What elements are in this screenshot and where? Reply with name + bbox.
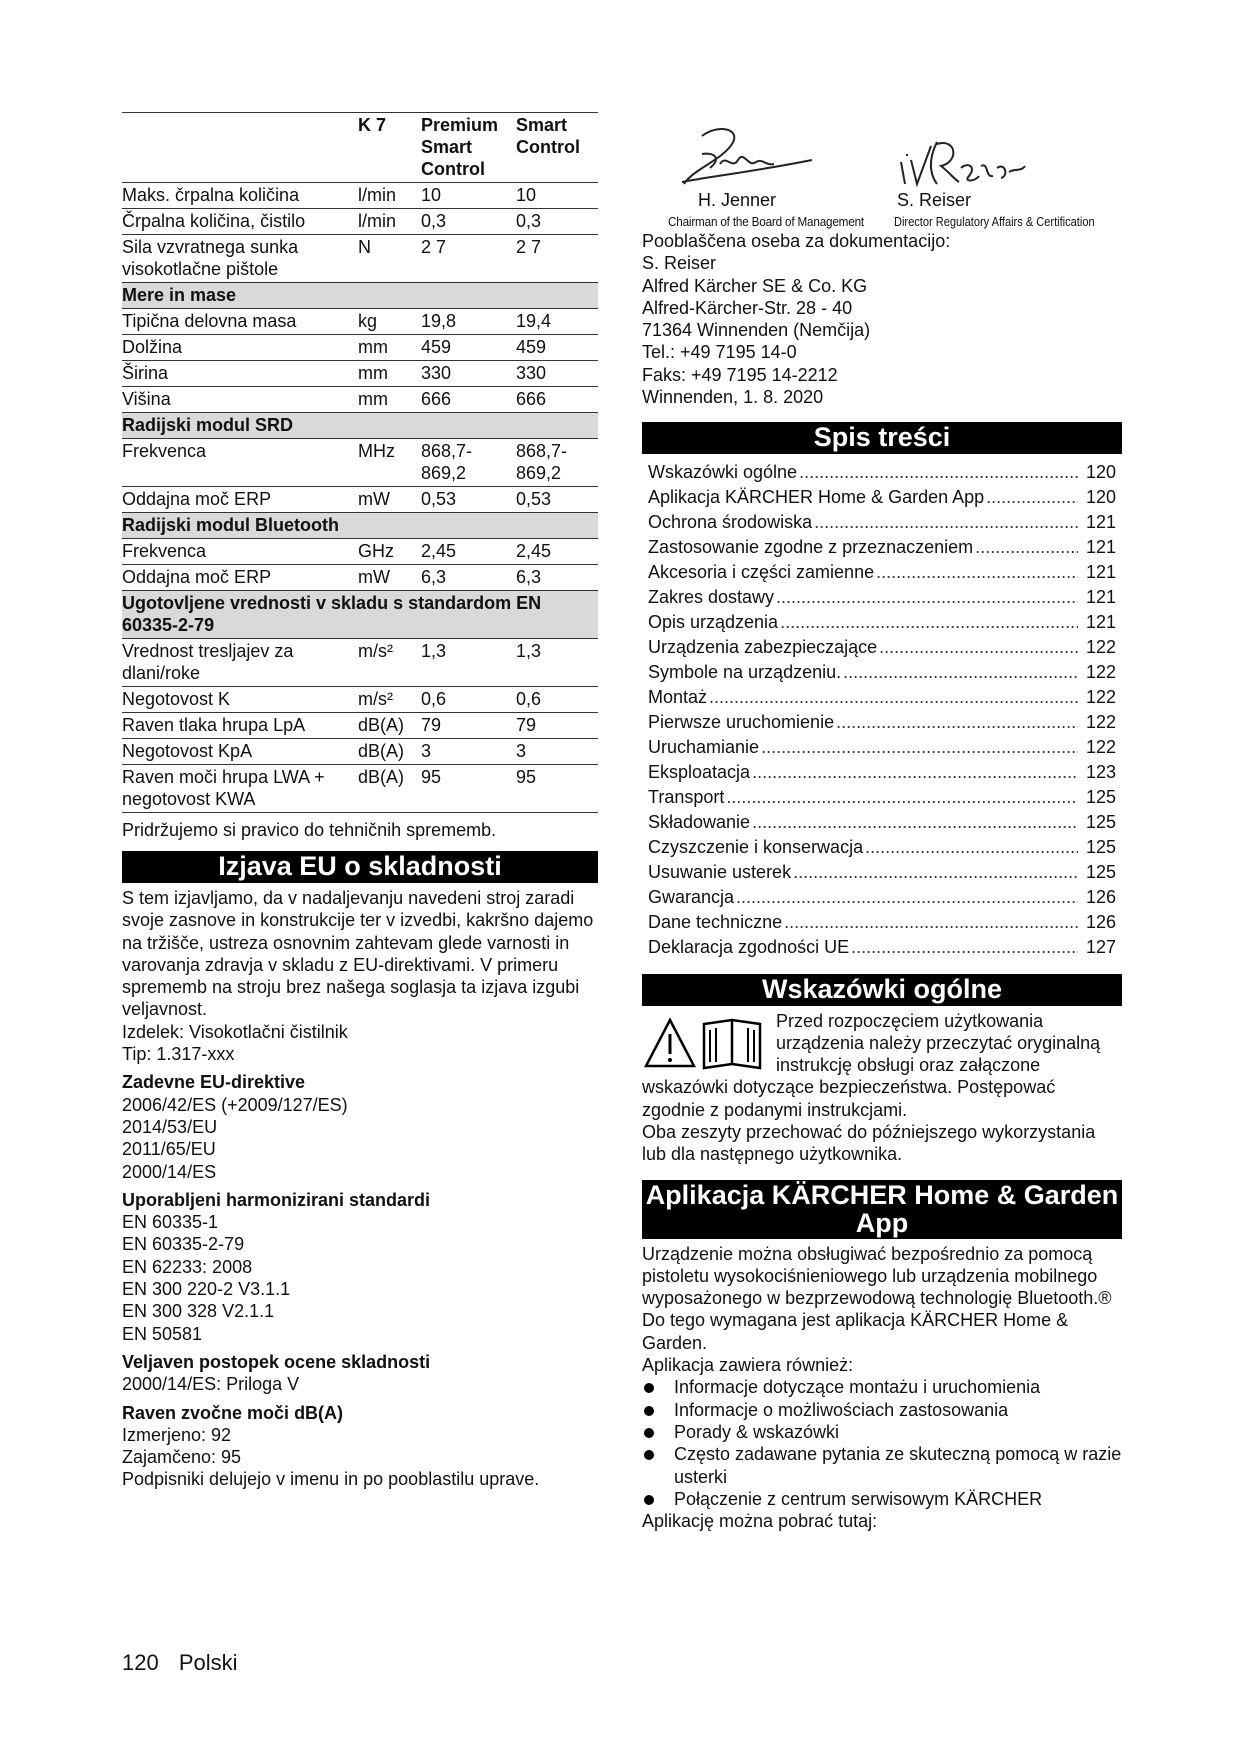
table-cell: 0,6 <box>421 687 516 713</box>
standards-list <box>122 1211 598 1345</box>
toc-leader-dots <box>836 710 1078 735</box>
list-line: Faks: +49 7195 14-2212 <box>642 364 838 385</box>
table-cell: 868,7-869,2 <box>516 439 598 487</box>
table-row <box>122 183 598 209</box>
table-cell: 0,3 <box>421 209 516 235</box>
table-cell: mm <box>358 361 421 387</box>
toc-entry-page: 126 <box>1085 887 1116 908</box>
toc-leader-dots <box>752 760 1078 785</box>
table-cell: 330 <box>421 361 516 387</box>
table-section-row <box>122 591 598 639</box>
table-section-row <box>122 413 598 439</box>
toc-entry[interactable] <box>648 610 1116 635</box>
list-line: EN 60335-2-79 <box>122 1234 245 1255</box>
general-heading: Wskazówki ogólne <box>642 974 1122 1006</box>
signer1-title: Chairman of the Board of Management <box>668 214 864 229</box>
table-row <box>122 713 598 739</box>
toc-leader-dots <box>784 910 1078 935</box>
table-cell: Vrednost tresljajev za dlani/roke <box>122 639 358 687</box>
toc-entry-page: 121 <box>1085 537 1116 558</box>
toc-entry[interactable] <box>648 810 1116 835</box>
table-section-label: Ugotovljene vrednosti v skladu s standardom EN 60335-2-79 <box>122 591 598 639</box>
table-row <box>122 235 598 283</box>
app-feature-list <box>642 1376 1122 1510</box>
table-cell: 1,3 <box>421 639 516 687</box>
table-row <box>122 487 598 513</box>
toc-entry-label: Zastosowanie zgodne z przeznaczeniem <box>648 537 974 558</box>
table-header-cell <box>122 113 358 183</box>
toc-heading: Spis treści <box>642 422 1122 454</box>
toc-leader-dots <box>761 735 1078 760</box>
app-feature-item: Porady & wskazówki <box>642 1421 1122 1443</box>
table-cell: 6,3 <box>421 565 516 591</box>
sound-guaranteed: Zajamčeno: 95 <box>122 1447 242 1468</box>
table-cell: 10 <box>421 183 516 209</box>
toc-entry-label: Ochrona środowiska <box>648 512 813 533</box>
toc-entry-label: Gwarancja <box>648 887 735 908</box>
toc-entry[interactable] <box>648 885 1116 910</box>
table-section-label: Mere in mase <box>122 283 598 309</box>
toc-leader-dots <box>799 460 1078 485</box>
table-of-contents <box>648 460 1116 960</box>
list-line: 2006/42/ES (+2009/127/ES) <box>122 1094 348 1115</box>
signature-jenner <box>662 124 822 194</box>
eu-declaration-heading: Izjava EU o skladnosti <box>122 851 598 883</box>
list-line: EN 62233: 2008 <box>122 1256 253 1277</box>
table-header-cell: K 7 <box>358 113 421 183</box>
table-section-row <box>122 283 598 309</box>
table-cell: 3 <box>421 739 516 765</box>
list-line: EN 300 328 V2.1.1 <box>122 1301 275 1322</box>
table-cell: mW <box>358 565 421 591</box>
table-cell: 459 <box>516 335 598 361</box>
toc-entry-page: 120 <box>1085 462 1116 483</box>
sound-power-heading: Raven zvočne moči dB(A) <box>122 1402 344 1423</box>
table-cell: 2 7 <box>516 235 598 283</box>
list-line: 2011/65/EU <box>122 1139 216 1160</box>
table-row <box>122 439 598 487</box>
table-row <box>122 687 598 713</box>
table-cell: mm <box>358 387 421 413</box>
toc-entry[interactable] <box>648 935 1116 960</box>
table-cell: 19,4 <box>516 309 598 335</box>
table-row <box>122 765 598 813</box>
list-line: 71364 Winnenden (Nemčija) <box>642 320 871 341</box>
table-cell: 1,3 <box>516 639 598 687</box>
technical-data-table <box>122 112 598 813</box>
toc-entry-page: 125 <box>1085 787 1116 808</box>
toc-entry-page: 122 <box>1085 687 1116 708</box>
toc-entry-label: Uruchamianie <box>648 737 760 758</box>
list-line: 2014/53/EU <box>122 1116 218 1137</box>
toc-leader-dots <box>726 785 1078 810</box>
toc-leader-dots <box>986 485 1078 510</box>
app-heading: Aplikacja KÄRCHER Home & Garden App <box>642 1180 1122 1239</box>
eu-product: Izdelek: Visokotlačni čistilnik <box>122 1021 348 1042</box>
app-feature-item: Informacje o możliwościach zastosowania <box>642 1399 1122 1421</box>
toc-leader-dots <box>975 535 1078 560</box>
toc-entry-page: 122 <box>1085 662 1116 683</box>
table-cell: 3 <box>516 739 598 765</box>
toc-entry[interactable] <box>648 535 1116 560</box>
app-text: Urządzenie można obsługiwać bezpośrednio za pomocą pistoletu wysokociśnieniowego lub urządzenia mobilnego wyposażonego w bezprzewodową technologię Bluetooth.® Do tego wymagana jest aplikacja KÄRCHER Home & Garden. <box>642 1243 1112 1353</box>
app-feature-item: Często zadawane pytania ze skuteczną pomocą w razie usterki <box>642 1443 1122 1488</box>
toc-entry-page: 127 <box>1085 937 1116 958</box>
list-line: EN 60335-1 <box>122 1212 219 1233</box>
toc-entry-page: 123 <box>1085 762 1116 783</box>
toc-entry-label: Symbole na urządzeniu. <box>648 662 842 683</box>
left-column <box>122 112 598 1491</box>
page-number: 120 <box>122 1650 159 1675</box>
toc-leader-dots <box>814 510 1078 535</box>
toc-leader-dots <box>776 585 1078 610</box>
table-row <box>122 565 598 591</box>
toc-entry-label: Wskazówki ogólne <box>648 462 798 483</box>
toc-entry-page: 120 <box>1085 487 1116 508</box>
table-section-label: Radijski modul Bluetooth <box>122 513 598 539</box>
toc-entry-label: Usuwanie usterek <box>648 862 792 883</box>
table-cell: dB(A) <box>358 739 421 765</box>
list-line: Winnenden, 1. 8. 2020 <box>642 387 824 408</box>
toc-entry-label: Deklaracja zgodności UE <box>648 937 850 958</box>
table-cell: 95 <box>516 765 598 813</box>
toc-entry-page: 121 <box>1085 612 1116 633</box>
warning-read-manual-icon <box>644 1016 768 1072</box>
toc-entry[interactable] <box>648 660 1116 685</box>
table-cell: Črpalna količina, čistilo <box>122 209 358 235</box>
table-cell: 2 7 <box>421 235 516 283</box>
list-line: 2000/14/ES <box>122 1161 217 1182</box>
table-row <box>122 539 598 565</box>
directives-heading: Zadevne EU-direktive <box>122 1072 306 1093</box>
table-header-row <box>122 113 598 183</box>
list-line: Alfred Kärcher SE & Co. KG <box>642 275 868 296</box>
toc-leader-dots <box>865 835 1078 860</box>
table-cell: 10 <box>516 183 598 209</box>
table-row <box>122 335 598 361</box>
toc-entry-label: Składowanie <box>648 812 751 833</box>
toc-entry[interactable] <box>648 760 1116 785</box>
app-feature-item: Informacje dotyczące montażu i uruchomienia <box>642 1376 1122 1398</box>
toc-entry-label: Dane techniczne <box>648 912 783 933</box>
signers-note: Podpisniki delujejo v imenu in po pooblastilu uprave. <box>122 1469 540 1490</box>
table-row <box>122 387 598 413</box>
toc-leader-dots <box>736 885 1078 910</box>
table-cell: 0,6 <box>516 687 598 713</box>
table-row <box>122 209 598 235</box>
table-cell: GHz <box>358 539 421 565</box>
table-cell: 0,3 <box>516 209 598 235</box>
list-line: EN 300 220-2 V3.1.1 <box>122 1279 291 1300</box>
toc-entry-page: 125 <box>1085 862 1116 883</box>
app-feature-item: Połączenie z centrum serwisowym KÄRCHER <box>642 1488 1122 1510</box>
toc-entry-page: 122 <box>1085 737 1116 758</box>
documentation-contact <box>642 230 1122 408</box>
table-cell: 19,8 <box>421 309 516 335</box>
table-cell: mW <box>358 487 421 513</box>
table-cell: Dolžina <box>122 335 358 361</box>
table-cell: Oddajna moč ERP <box>122 487 358 513</box>
table-cell: MHz <box>358 439 421 487</box>
toc-entry-label: Opis urządzenia <box>648 612 779 633</box>
toc-entry[interactable] <box>648 585 1116 610</box>
list-line: Alfred-Kärcher-Str. 28 - 40 <box>642 297 853 318</box>
toc-entry-label: Aplikacja KÄRCHER Home & Garden App <box>648 487 985 508</box>
app-download: Aplikację można pobrać tutaj: <box>642 1511 878 1532</box>
table-cell: Raven tlaka hrupa LpA <box>122 713 358 739</box>
table-cell: mm <box>358 335 421 361</box>
table-cell: Višina <box>122 387 358 413</box>
technical-note: Pridržujemo si pravico do tehničnih sprememb. <box>122 820 497 840</box>
sound-measured: Izmerjeno: 92 <box>122 1424 232 1445</box>
toc-entry[interactable] <box>648 685 1116 710</box>
table-cell: 2,45 <box>421 539 516 565</box>
toc-entry-page: 121 <box>1085 562 1116 583</box>
toc-leader-dots <box>752 810 1078 835</box>
toc-leader-dots <box>879 635 1078 660</box>
toc-entry[interactable] <box>648 560 1116 585</box>
list-line: S. Reiser <box>642 253 717 274</box>
footer-language: Polski <box>178 1650 238 1675</box>
toc-entry-label: Zakres dostawy <box>648 587 775 608</box>
toc-entry[interactable] <box>648 860 1116 885</box>
signer1-name: H. Jenner <box>698 190 777 210</box>
toc-leader-dots <box>709 685 1078 710</box>
right-column <box>642 112 1122 1532</box>
procedure-text: 2000/14/ES: Priloga V <box>122 1374 300 1395</box>
general-text-2: wskazówki dotyczące bezpieczeństwa. Postępować zgodnie z podanymi instrukcjami. <box>642 1077 1056 1120</box>
toc-entry[interactable] <box>648 485 1116 510</box>
toc-entry-page: 125 <box>1085 812 1116 833</box>
table-cell: dB(A) <box>358 713 421 739</box>
toc-leader-dots <box>780 610 1078 635</box>
table-cell: 666 <box>516 387 598 413</box>
table-cell: 2,45 <box>516 539 598 565</box>
table-section-label: Radijski modul SRD <box>122 413 598 439</box>
table-cell: Sila vzvratnega sunka visokotlačne pištole <box>122 235 358 283</box>
table-cell: dB(A) <box>358 765 421 813</box>
table-cell: l/min <box>358 183 421 209</box>
table-cell: Raven moči hrupa LWA + negotovost KWA <box>122 765 358 813</box>
toc-entry-page: 126 <box>1085 912 1116 933</box>
list-line: EN 50581 <box>122 1323 203 1344</box>
toc-entry-page: 125 <box>1085 837 1116 858</box>
table-cell: 330 <box>516 361 598 387</box>
table-cell: Maks. črpalna količina <box>122 183 358 209</box>
toc-entry-page: 121 <box>1085 512 1116 533</box>
table-cell: 666 <box>421 387 516 413</box>
table-cell: Negotovost KpA <box>122 739 358 765</box>
toc-entry-label: Czyszczenie i konserwacja <box>648 837 864 858</box>
table-cell: Oddajna moč ERP <box>122 565 358 591</box>
standards-heading: Uporabljeni harmonizirani standardi <box>122 1189 431 1210</box>
general-text-1: Przed rozpoczęciem użytkowania urządzenia należy przeczytać oryginalną instrukcję obsługi oraz załączone <box>776 1011 1101 1076</box>
signature-block <box>642 112 1122 230</box>
table-cell: 95 <box>421 765 516 813</box>
directives-list <box>122 1094 598 1183</box>
table-cell: Negotovost K <box>122 687 358 713</box>
table-header-cell: Smart Control <box>516 113 598 183</box>
list-line: Pooblaščena oseba za dokumentacijo: <box>642 231 951 251</box>
toc-entry[interactable] <box>648 910 1116 935</box>
toc-entry-label: Eksploatacja <box>648 762 751 783</box>
table-cell: Tipična delovna masa <box>122 309 358 335</box>
table-cell: 6,3 <box>516 565 598 591</box>
toc-entry-label: Akcesoria i części zamienne <box>648 562 875 583</box>
page-footer <box>122 1650 252 1676</box>
table-cell: N <box>358 235 421 283</box>
eu-type: Tip: 1.317-xxx <box>122 1044 235 1065</box>
table-row <box>122 739 598 765</box>
toc-entry-label: Urządzenia zabezpieczające <box>648 637 878 658</box>
table-cell: m/s² <box>358 687 421 713</box>
toc-leader-dots <box>793 860 1078 885</box>
table-row <box>122 309 598 335</box>
table-cell: 79 <box>516 713 598 739</box>
toc-entry[interactable] <box>648 635 1116 660</box>
toc-leader-dots <box>843 660 1078 685</box>
toc-entry-label: Transport <box>648 787 725 808</box>
warning-block <box>642 1010 1122 1076</box>
table-cell: m/s² <box>358 639 421 687</box>
toc-entry-label: Montaż <box>648 687 708 708</box>
toc-entry-page: 121 <box>1085 587 1116 608</box>
table-cell: 459 <box>421 335 516 361</box>
toc-entry-label: Pierwsze uruchomienie <box>648 712 835 733</box>
table-cell: 79 <box>421 713 516 739</box>
general-text-3: Oba zeszyty przechować do późniejszego wykorzystania lub dla następnego użytkownika. <box>642 1121 1096 1165</box>
toc-entry[interactable] <box>648 785 1116 810</box>
toc-entry[interactable] <box>648 710 1116 735</box>
toc-entry[interactable] <box>648 510 1116 535</box>
table-row <box>122 639 598 687</box>
toc-entry[interactable] <box>648 735 1116 760</box>
table-cell: l/min <box>358 209 421 235</box>
procedure-heading: Veljaven postopek ocene skladnosti <box>122 1351 431 1372</box>
table-cell: Frekvenca <box>122 439 358 487</box>
table-row <box>122 361 598 387</box>
signature-reiser <box>897 132 1037 192</box>
table-cell: Širina <box>122 361 358 387</box>
table-header-cell: Premium Smart Control <box>421 113 516 183</box>
toc-entry-page: 122 <box>1085 712 1116 733</box>
table-cell: Frekvenca <box>122 539 358 565</box>
app-includes: Aplikacja zawiera również: <box>642 1355 854 1376</box>
toc-leader-dots <box>851 935 1078 960</box>
toc-leader-dots <box>876 560 1078 585</box>
table-section-row <box>122 513 598 539</box>
table-cell: 0,53 <box>516 487 598 513</box>
signer2-title: Director Regulatory Affairs & Certification <box>894 214 1095 229</box>
eu-declaration-intro: S tem izjavljamo, da v nadaljevanju navedeni stroj zaradi svoje zasnove in konstrukcije ter v izvedbi, kakršno dajemo na tržišče, ustreza osnovnim zahtevam glede varnosti in varovanja zdravja v skladu z EU-direktivami. V primeru sprememb na stroju brez našega soglasja ta izjava izgubi veljavnost. <box>122 888 594 1020</box>
table-cell: 868,7-869,2 <box>421 439 516 487</box>
toc-entry-page: 122 <box>1085 637 1116 658</box>
table-cell: kg <box>358 309 421 335</box>
toc-entry[interactable] <box>648 460 1116 485</box>
list-line: Tel.: +49 7195 14-0 <box>642 342 797 363</box>
signer2-name: S. Reiser <box>897 190 972 210</box>
toc-entry[interactable] <box>648 835 1116 860</box>
table-cell: 0,53 <box>421 487 516 513</box>
